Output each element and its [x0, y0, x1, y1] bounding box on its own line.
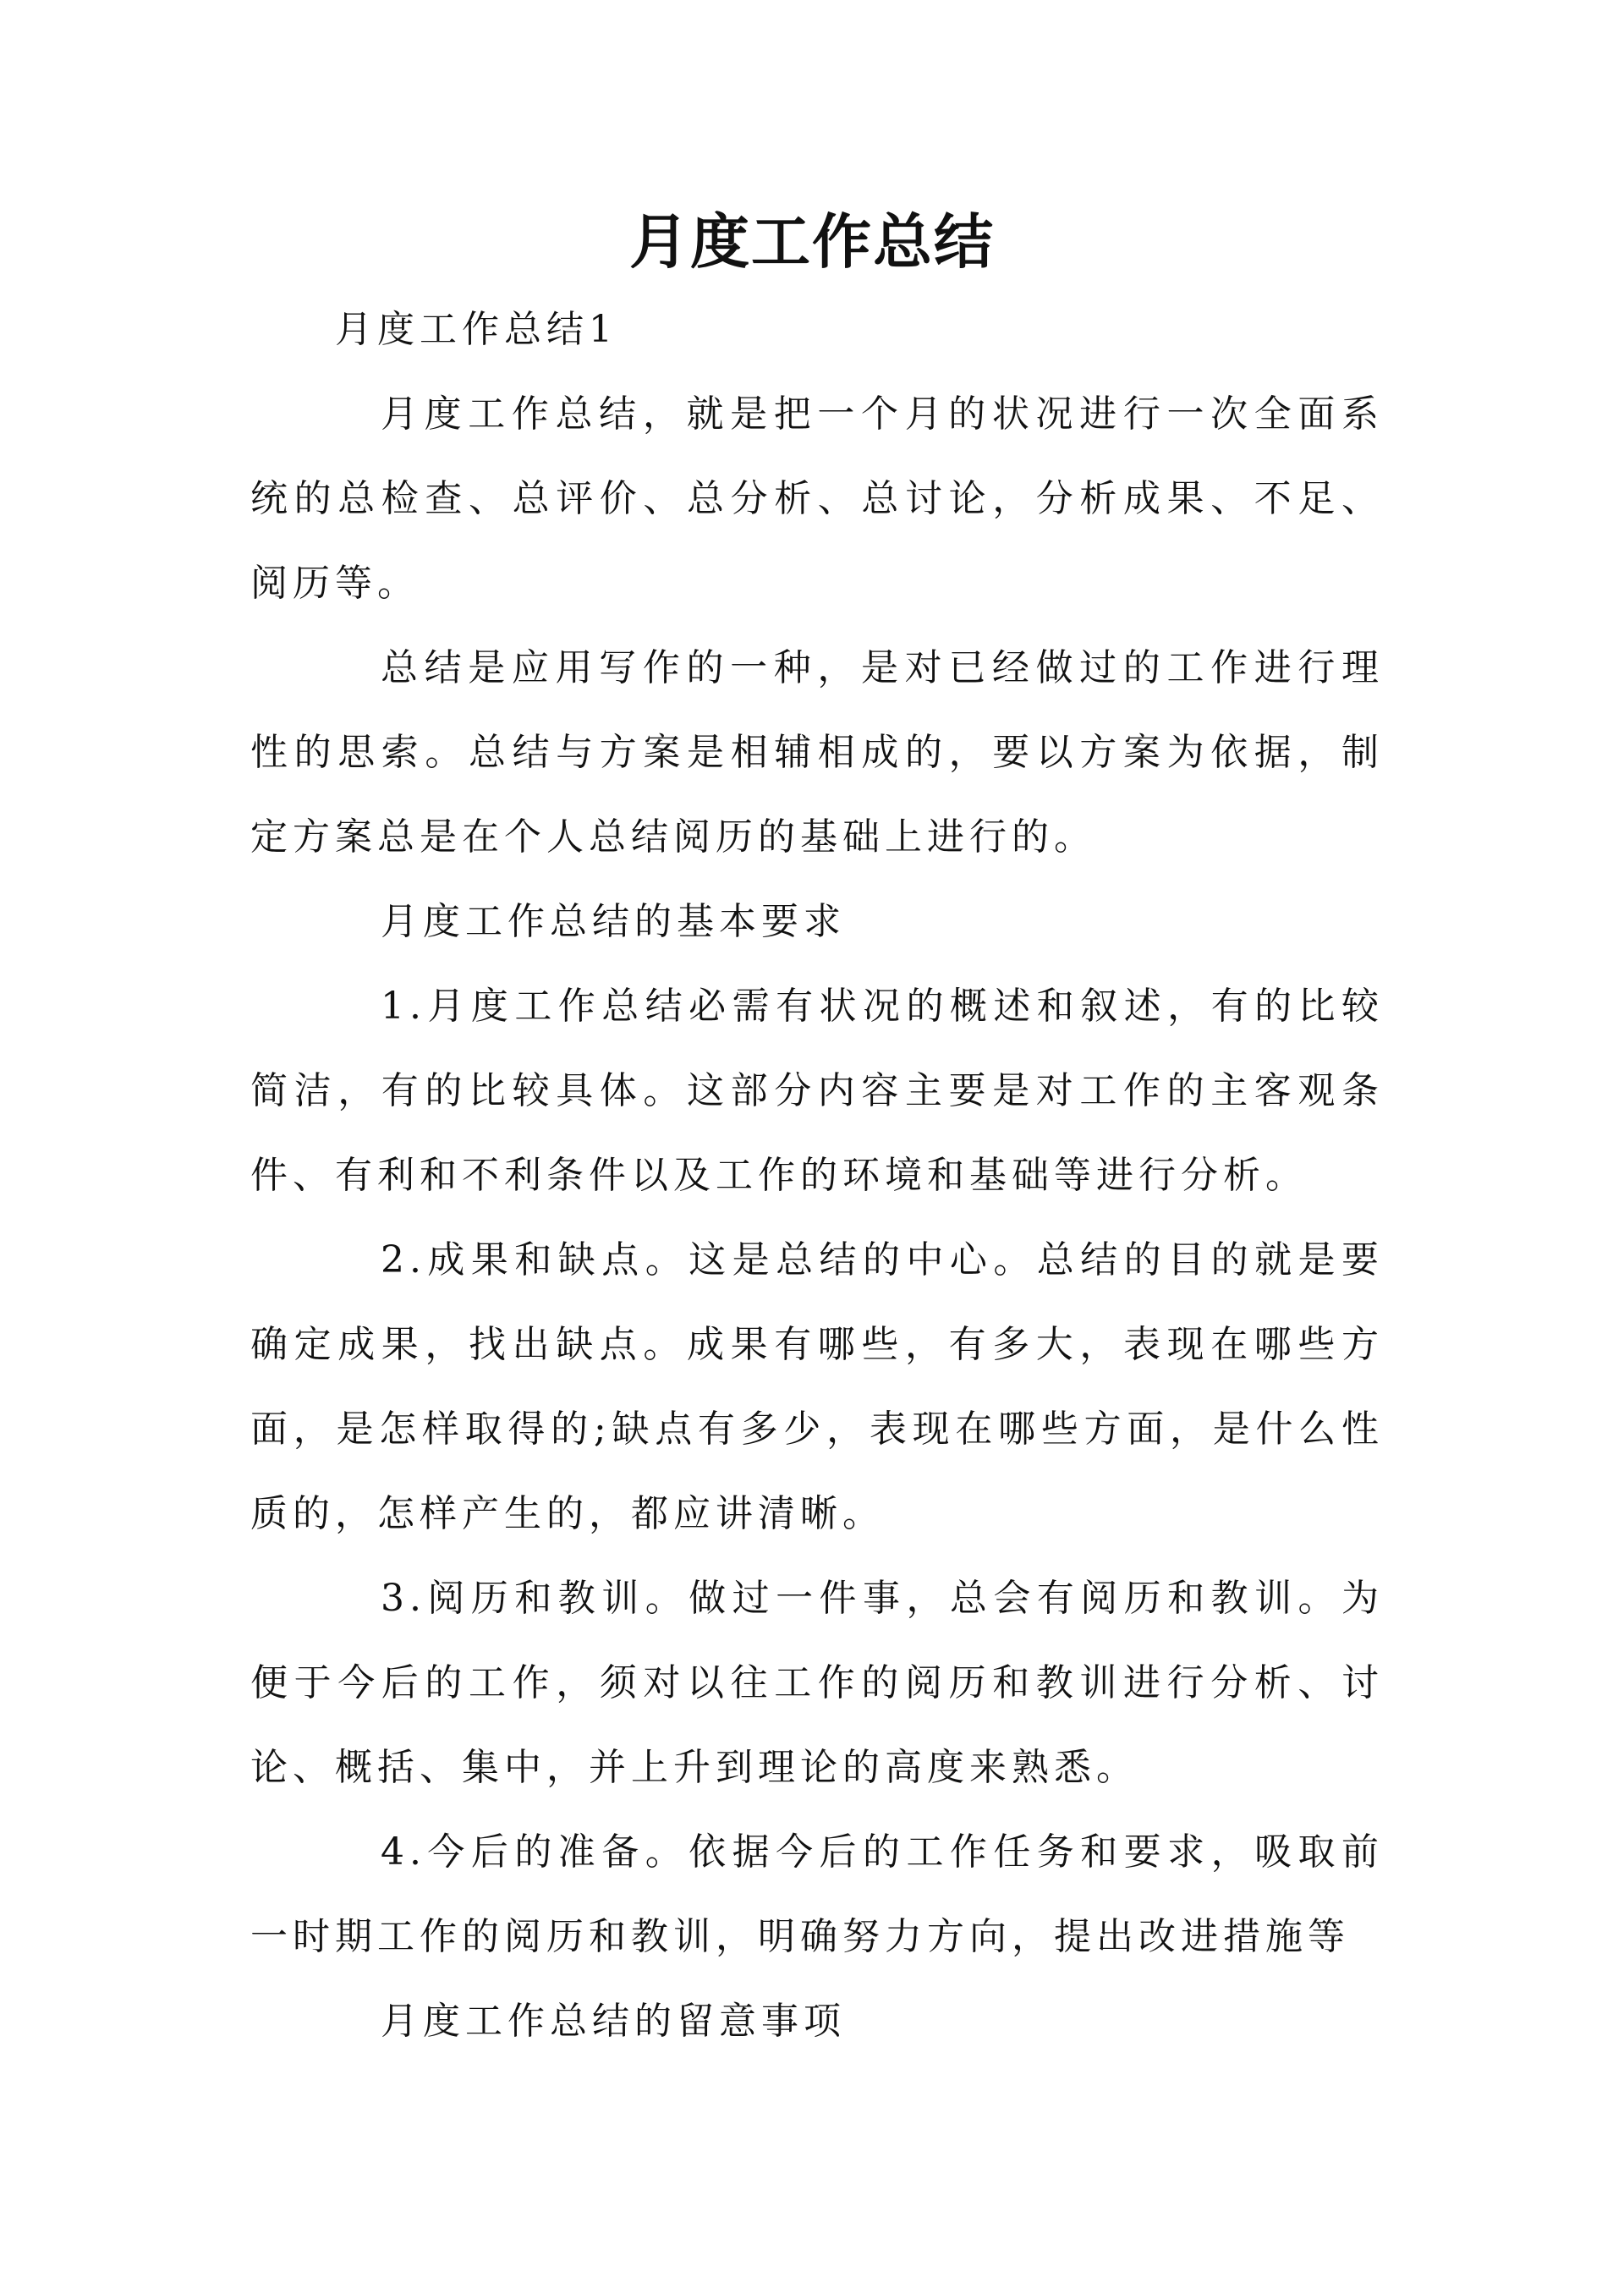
section-heading: 月度工作总结1 — [335, 308, 617, 351]
paragraph-requirement-1: 1.月度工作总结必需有状况的概述和叙述，有的比较简洁，有的比较具体。这部分内容主要是对工作的主客观条件、有利和不利条件以及工作的环境和基础等进行分析。 — [250, 985, 1384, 1197]
document-body — [250, 288, 1384, 2064]
paragraph-requirement-3: 3.阅历和教训。做过一件事，总会有阅历和教训。为便于今后的工作，须对以往工作的阅历和教训进行分析、讨论、概括、集中，并上升到理论的高度来熟悉。 — [250, 1577, 1384, 1789]
document-title: 月度工作总结 — [629, 207, 995, 277]
heading-basic-requirements: 月度工作总结的基本要求 — [381, 900, 846, 943]
heading-notes: 月度工作总结的留意事项 — [381, 2000, 846, 2043]
paragraph-requirement-2: 2.成果和缺点。这是总结的中心。总结的目的就是要确定成果，找出缺点。成果有哪些，有多大，表现在哪些方面，是怎样取得的;缺点有多少，表现在哪些方面，是什么性质的，怎样产生的，都应讲清晰。 — [250, 1238, 1384, 1535]
paragraph-requirement-4: 4.今后的准备。依据今后的工作任务和要求，吸取前一时期工作的阅历和教训，明确努力方向，提出改进措施等 — [250, 1830, 1384, 1958]
paragraph-definition: 月度工作总结，就是把一个月的状况进行一次全面系统的总检查、总评价、总分析、总讨论，分析成果、不足、阅历等。 — [250, 392, 1384, 605]
paragraph-summary-nature: 总结是应用写作的一种，是对已经做过的工作进行理性的思索。总结与方案是相辅相成的，要以方案为依据，制定方案总是在个人总结阅历的基础上进行的。 — [250, 646, 1384, 859]
